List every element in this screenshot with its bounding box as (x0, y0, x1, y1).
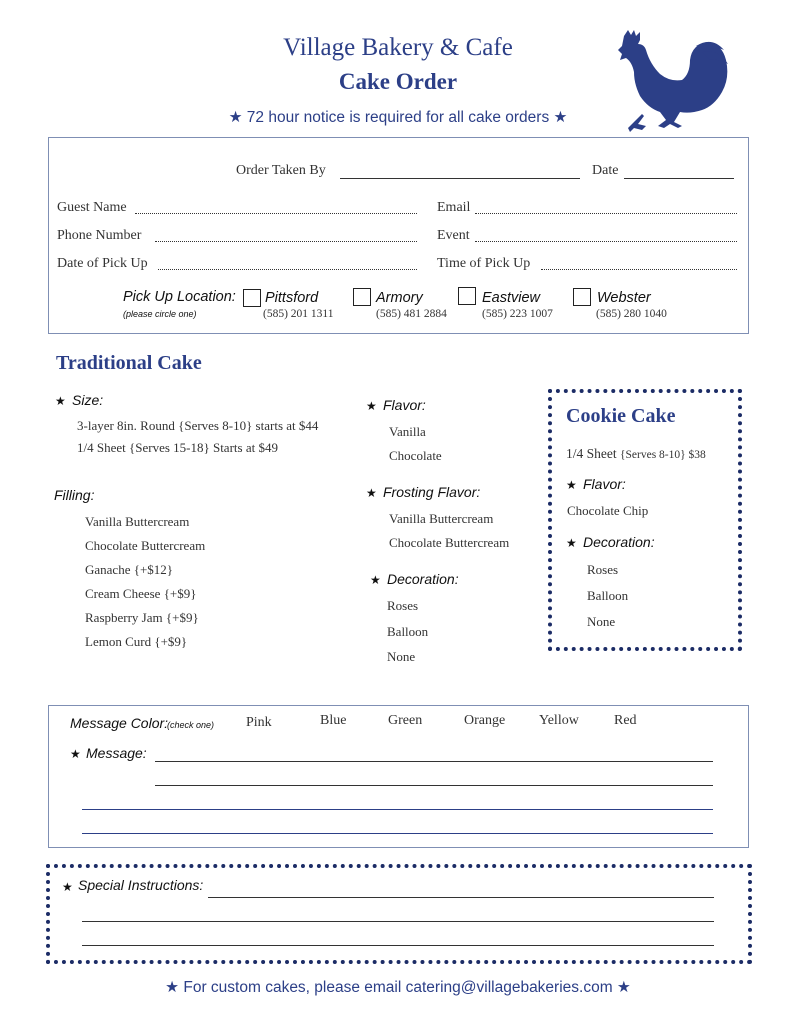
pittsford-phone: (585) 201 1311 (263, 308, 334, 320)
rooster-icon (612, 30, 732, 134)
flavor-option[interactable]: Vanilla (389, 424, 426, 439)
location-eastview: Eastview (482, 290, 541, 306)
email-label: Email (437, 200, 471, 215)
star-icon: ★ (366, 486, 377, 500)
event-label: Event (437, 228, 470, 243)
star-icon: ★ (62, 880, 73, 894)
cookie-flavor-option[interactable]: Chocolate Chip (567, 503, 649, 518)
order-taken-by-label: Order Taken By (236, 163, 326, 178)
pittsford-checkbox[interactable] (243, 289, 261, 307)
decoration-option[interactable]: Roses (387, 598, 419, 613)
eastview-checkbox[interactable] (458, 287, 476, 305)
decoration-option[interactable]: None (387, 649, 416, 664)
special-line-3[interactable] (82, 945, 714, 946)
decoration-option[interactable]: Balloon (387, 624, 429, 639)
filling-label: Filling: (54, 487, 95, 503)
email-field[interactable] (475, 213, 737, 214)
message-line-3[interactable] (82, 809, 713, 810)
star-icon: ★ (566, 478, 577, 492)
location-pittsford: Pittsford (265, 290, 319, 306)
webster-checkbox[interactable] (573, 288, 591, 306)
star-icon: ★ (70, 747, 81, 761)
message-line-4[interactable] (82, 833, 713, 834)
webster-phone: (585) 280 1040 (596, 308, 667, 320)
filling-option[interactable]: Vanilla Buttercream (85, 514, 190, 529)
armory-checkbox[interactable] (353, 288, 371, 306)
star-icon: ★ (566, 536, 577, 550)
special-instructions-label: Special Instructions: (78, 877, 204, 893)
pickup-time-label: Time of Pick Up (437, 256, 531, 271)
order-taken-by-field[interactable] (340, 178, 580, 179)
filling-option[interactable]: Lemon Curd {+$9} (85, 634, 188, 649)
bakery-name: Village Bakery & Cafe (283, 34, 513, 61)
frosting-option[interactable]: Vanilla Buttercream (389, 511, 494, 526)
phone-label: Phone Number (57, 228, 142, 243)
filling-option[interactable]: Cream Cheese {+$9} (85, 586, 197, 601)
color-option-pink[interactable]: Pink (246, 715, 272, 730)
decoration-label: Decoration: (387, 571, 459, 587)
pickup-date-field[interactable] (158, 269, 417, 270)
circle-note: (please circle one) (123, 309, 197, 319)
cookie-size-main: 1/4 Sheet (566, 446, 617, 461)
cookie-size-detail: {Serves 8-10} $38 (620, 449, 706, 461)
cookie-decoration-option[interactable]: Balloon (587, 588, 629, 603)
cookie-cake-box (548, 389, 742, 651)
message-line-2[interactable] (155, 785, 713, 786)
star-icon: ★ (370, 573, 381, 587)
filling-option[interactable]: Ganache {+$12} (85, 562, 174, 577)
color-option-orange[interactable]: Orange (464, 713, 506, 728)
message-color-label: Message Color: (70, 715, 169, 731)
pickup-location-label: Pick Up Location: (123, 289, 236, 305)
color-option-yellow[interactable]: Yellow (539, 713, 579, 728)
flavor-label: Flavor: (383, 397, 426, 413)
date-field[interactable] (624, 178, 734, 179)
eastview-phone: (585) 223 1007 (482, 308, 553, 320)
cookie-cake-title: Cookie Cake (566, 405, 676, 427)
flavor-option[interactable]: Chocolate (389, 448, 442, 463)
color-option-red[interactable]: Red (614, 713, 637, 728)
message-label: Message: (86, 745, 147, 761)
frosting-option[interactable]: Chocolate Buttercream (389, 535, 510, 550)
cookie-size-option[interactable] (566, 446, 706, 462)
pickup-time-field[interactable] (541, 269, 737, 270)
location-webster: Webster (597, 290, 651, 306)
special-line-1[interactable] (208, 897, 714, 898)
date-label: Date (592, 163, 619, 178)
armory-phone: (585) 481 2884 (376, 308, 447, 320)
location-armory: Armory (376, 290, 423, 306)
guest-name-label: Guest Name (57, 200, 127, 215)
size-option[interactable]: 3-layer 8in. Round {Serves 8-10} starts at $44 (77, 418, 319, 433)
star-icon: ★ (366, 399, 377, 413)
filling-option[interactable]: Chocolate Buttercream (85, 538, 206, 553)
size-option[interactable]: 1/4 Sheet {Serves 15-18} Starts at $49 (77, 440, 278, 455)
phone-field[interactable] (155, 241, 417, 242)
pickup-date-label: Date of Pick Up (57, 256, 148, 271)
color-option-green[interactable]: Green (388, 713, 423, 728)
cookie-decoration-option[interactable]: Roses (587, 562, 619, 577)
message-line-1[interactable] (155, 761, 713, 762)
notice-text: ★ 72 hour notice is required for all cake orders ★ (228, 109, 568, 126)
cookie-decoration-label: Decoration: (583, 534, 655, 550)
frosting-label: Frosting Flavor: (383, 484, 481, 500)
filling-option[interactable]: Raspberry Jam {+$9} (85, 610, 199, 625)
size-label: Size: (72, 392, 104, 408)
event-field[interactable] (475, 241, 737, 242)
star-icon: ★ (55, 394, 66, 408)
cookie-flavor-label: Flavor: (583, 476, 626, 492)
form-title: Cake Order (338, 69, 458, 94)
check-note: (check one) (167, 720, 215, 730)
special-line-2[interactable] (82, 921, 714, 922)
traditional-cake-title: Traditional Cake (56, 352, 202, 374)
footer-text: ★ For custom cakes, please email catering@villagebakeries.com ★ (165, 979, 631, 996)
color-option-blue[interactable]: Blue (320, 713, 347, 728)
guest-name-field[interactable] (135, 213, 417, 214)
cookie-decoration-option[interactable]: None (587, 614, 616, 629)
